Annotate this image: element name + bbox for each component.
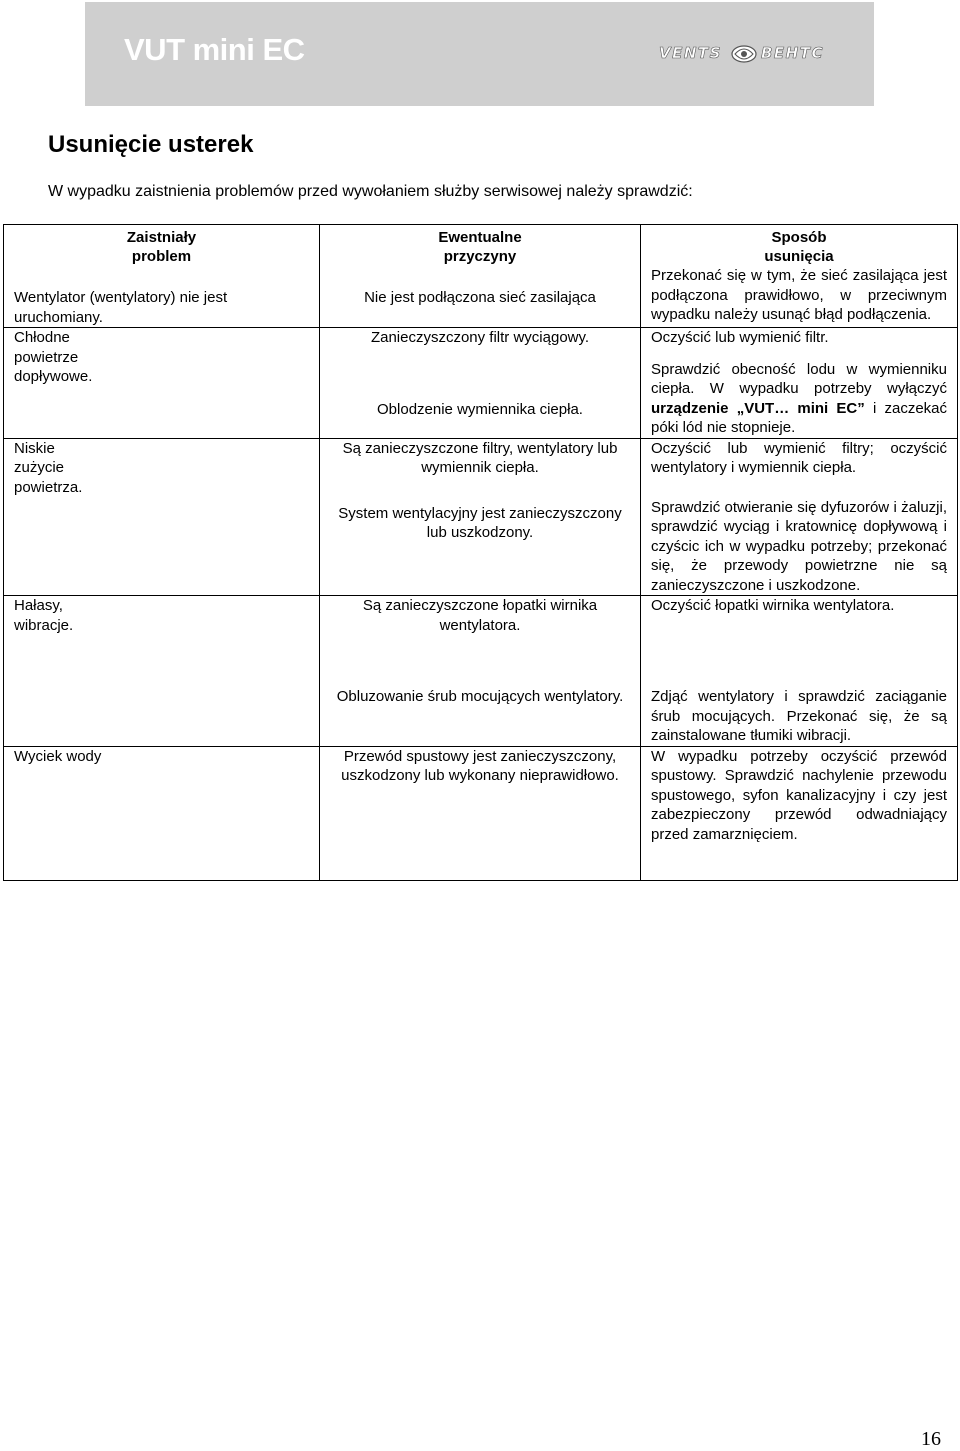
page-number: 16 [921, 1428, 941, 1450]
header-remedy [641, 225, 958, 267]
cause-cell: Są zanieczyszczone łopatki wirnika wentylatora. [320, 596, 641, 682]
problem-cell: Niskie zużycie powietrza. [4, 438, 320, 596]
header-remedy-line1: Sposób [771, 229, 827, 246]
header-problem-line2: problem [131, 248, 192, 265]
cause-cell: Oblodzenie wymiennika ciepła. [377, 400, 583, 418]
table-row [4, 746, 958, 881]
troubleshooting-table [3, 224, 958, 881]
remedy-cell: Sprawdzić otwieranie się dyfuzorów i żaluzji, sprawdzić wyciąg i kratownicę dopływową i czyścic ich w wypadku potrzeby; przekonać się, że przewody powietrzne nie są zanieczyszczone i uszkodzone. [641, 498, 958, 596]
cause-cell: System wentylacyjny jest zanieczyszczony lub uszkodzony. [338, 504, 622, 541]
brand-logo [659, 42, 829, 66]
remedy-text: Sprawdzić obecność lodu w wymienniku ciepła. W wypadku potrzeby wyłączyć [651, 360, 947, 397]
device-name: urządzenie „VUT… mini EC” [651, 399, 865, 417]
remedy-cell [641, 360, 958, 439]
product-title: VUT mini EC [124, 32, 305, 67]
brand-logo-left-text: VENTS [659, 44, 722, 62]
table-row [4, 328, 958, 360]
table-row [4, 596, 958, 682]
table-row [4, 266, 958, 328]
header-cause-line1: Ewentualne [438, 229, 522, 246]
intro-text: W wypadku zaistnienia problemów przed wywołaniem służby serwisowej należy sprawdzić: [48, 183, 693, 200]
problem-cell: Wyciek wody [4, 746, 320, 881]
page-heading: Usunięcie usterek [48, 131, 254, 158]
remedy-cell: Oczyścić lub wymienić filtry; oczyścić wentylatory i wymiennik ciepła. [641, 438, 958, 498]
remedy-cell: Zdjąć wentylatory i sprawdzić zaciąganie śrub mocujących. Przekonać się, że są zainstalowane tłumiki wibracji. [641, 681, 958, 746]
header-band [85, 2, 874, 106]
problem-cell: Hałasy, wibracje. [4, 596, 320, 747]
remedy-cell: Oczyścić łopatki wirnika wentylatora. [641, 596, 958, 682]
problem-cell: Wentylator (wentylatory) nie jest uruchomiany. [4, 266, 320, 328]
header-cause [320, 225, 641, 267]
cause-cell: Są zanieczyszczone filtry, wentylatory lub wymiennik ciepła. [320, 438, 641, 498]
cause-cell: Zanieczyszczony filtr wyciągowy. [320, 328, 641, 360]
remedy-cell: Oczyścić lub wymienić filtr. [641, 328, 958, 360]
header-problem [4, 225, 320, 267]
table-header-row [4, 225, 958, 267]
problem-cell: Chłodne powietrze dopływowe. [4, 328, 320, 439]
remedy-cell: W wypadku potrzeby oczyścić przewód spustowy. Sprawdzić nachylenie przewodu spustowego, syfon kanalizacyjny i czy jest zabezpieczony przewód odwadniający przed zamarznięciem. [641, 746, 958, 881]
header-problem-line1: Zaistniały [126, 229, 197, 246]
remedy-text: i zaczekać póki lód nie stopnieje. [651, 399, 947, 436]
header-remedy-line2: usunięcia [764, 248, 834, 265]
cause-cell: Przewód spustowy jest zanieczyszczony, uszkodzony lub wykonany nieprawidłowo. [320, 746, 641, 881]
cause-cell: Obluzowanie śrub mocujących wentylatory. [336, 688, 624, 705]
brand-logo-right-text: BEHTC [761, 44, 824, 62]
cause-cell: Nie jest podłączona sieć zasilająca [364, 289, 596, 306]
table-row [4, 438, 958, 498]
header-cause-line2: przyczyny [443, 248, 517, 265]
remedy-cell: Przekonać się w tym, że sieć zasilająca jest podłączona prawidłowo, w przeciwnym wypadku należy usunąć błąd podłączenia. [641, 266, 958, 328]
brand-swirl-icon [729, 42, 759, 66]
